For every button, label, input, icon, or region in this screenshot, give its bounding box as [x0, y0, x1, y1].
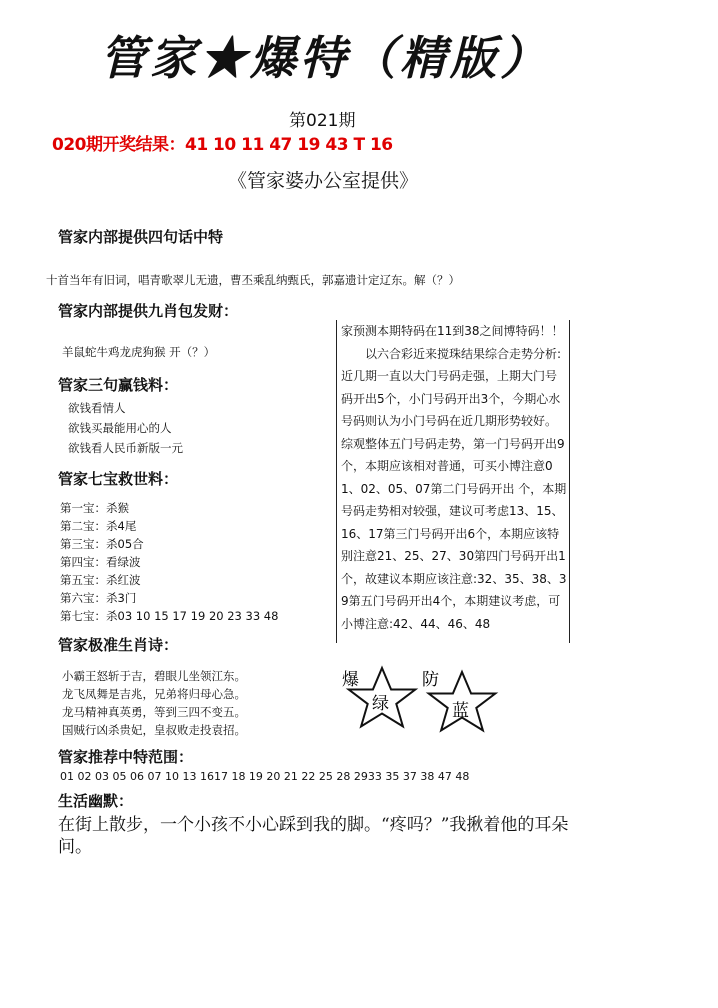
- treasure-line: 第一宝：杀猴: [60, 501, 129, 515]
- issue-number: 第021期: [289, 111, 356, 131]
- bao-label: 爆: [342, 670, 359, 690]
- treasure-line: 第六宝：杀3门: [60, 591, 137, 605]
- range-numbers: 01 02 03 05 06 07 10 13 1617 18 19 20 21 22 25 28 2933 35 37 38 47 48: [60, 770, 470, 783]
- treasure-line: 第三宝：杀05合: [60, 537, 144, 551]
- blue-star-label: 蓝: [452, 701, 469, 721]
- provider-line: 《管家婆办公室提供》: [228, 170, 419, 192]
- poem-line: 小霸王怒斩于吉，碧眼儿坐领江东。: [62, 669, 246, 683]
- three-sentence-heading: 管家三句赢钱料：: [58, 376, 179, 394]
- nine-zodiac-heading: 管家内部提供九肖包发财：: [58, 302, 239, 320]
- page-title: 管家★爆特（精版）: [100, 31, 550, 85]
- three-sentence-line: 欲钱看人民币新版一元: [68, 441, 183, 455]
- treasure-line: 第五宝：杀红波: [60, 573, 141, 587]
- fang-label: 防: [422, 670, 439, 690]
- analysis-intro: 家预测本期特码在11到38之间博特码！！: [341, 324, 564, 338]
- treasure-line: 第七宝：杀03 10 15 17 19 20 23 33 48: [60, 609, 279, 623]
- nine-zodiac-text: 羊鼠蛇牛鸡龙虎狗猴 开（？）: [62, 345, 216, 359]
- four-line-text: 十首当年有旧词，唱青歌翠儿无遗，曹丕乘乱纳甄氏，郭嘉遗计定辽东。解（？）: [46, 273, 460, 287]
- stars-graphic: [336, 660, 516, 746]
- treasure-line: 第二宝：杀4尾: [60, 519, 137, 533]
- three-sentence-line: 欲钱买最能用心的人: [68, 421, 172, 435]
- poem-line: 国贼行凶杀贵妃，皇叔败走投袁招。: [62, 723, 246, 737]
- treasure-line: 第四宝：看绿波: [60, 555, 141, 569]
- analysis-text: [341, 320, 567, 635]
- poem-heading: 管家极准生肖诗：: [58, 636, 179, 654]
- range-heading: 管家推荐中特范围：: [58, 748, 194, 766]
- green-star-label: 绿: [372, 694, 389, 714]
- analysis-body: 以六合彩近来搅珠结果综合走势分析:近几期一直以大门号码走强，上期大门号码开出5个，小门号码开出3个，今期心水号码则认为小门号码在近几期形势较好。综观整体五门号码走势，第一门号码开出9个，本期应该相对普通，可买小博注意01、02、05、07第二门号码开出 个，本期号码走势相对较强，建议可考虑13、15、16、17第三门号码开出6个，本期应该特别注意21、25、27、30第四门号码开出1个，故建议本期应该注意:32、35、38、39第五门号码开出4个，本期建议考虑，可小博注意:42、44、46、48: [341, 346, 567, 631]
- four-line-heading: 管家内部提供四句话中特: [58, 228, 224, 246]
- humor-text: 在街上散步，一个小孩不小心踩到我的脚。“疼吗？”我揪着他的耳朵问。: [58, 815, 569, 857]
- three-sentence-line: 欲钱看情人: [68, 401, 126, 415]
- poem-line: 龙马精神真英勇，等到三四不变五。: [62, 705, 246, 719]
- draw-result: 020期开奖结果：41 10 11 47 19 43 T 16: [52, 135, 393, 155]
- humor-heading: 生活幽默：: [58, 792, 134, 810]
- seven-treasure-heading: 管家七宝救世料：: [58, 470, 179, 488]
- poem-line: 龙飞凤舞是吉兆，兄弟将归母心急。: [62, 687, 246, 701]
